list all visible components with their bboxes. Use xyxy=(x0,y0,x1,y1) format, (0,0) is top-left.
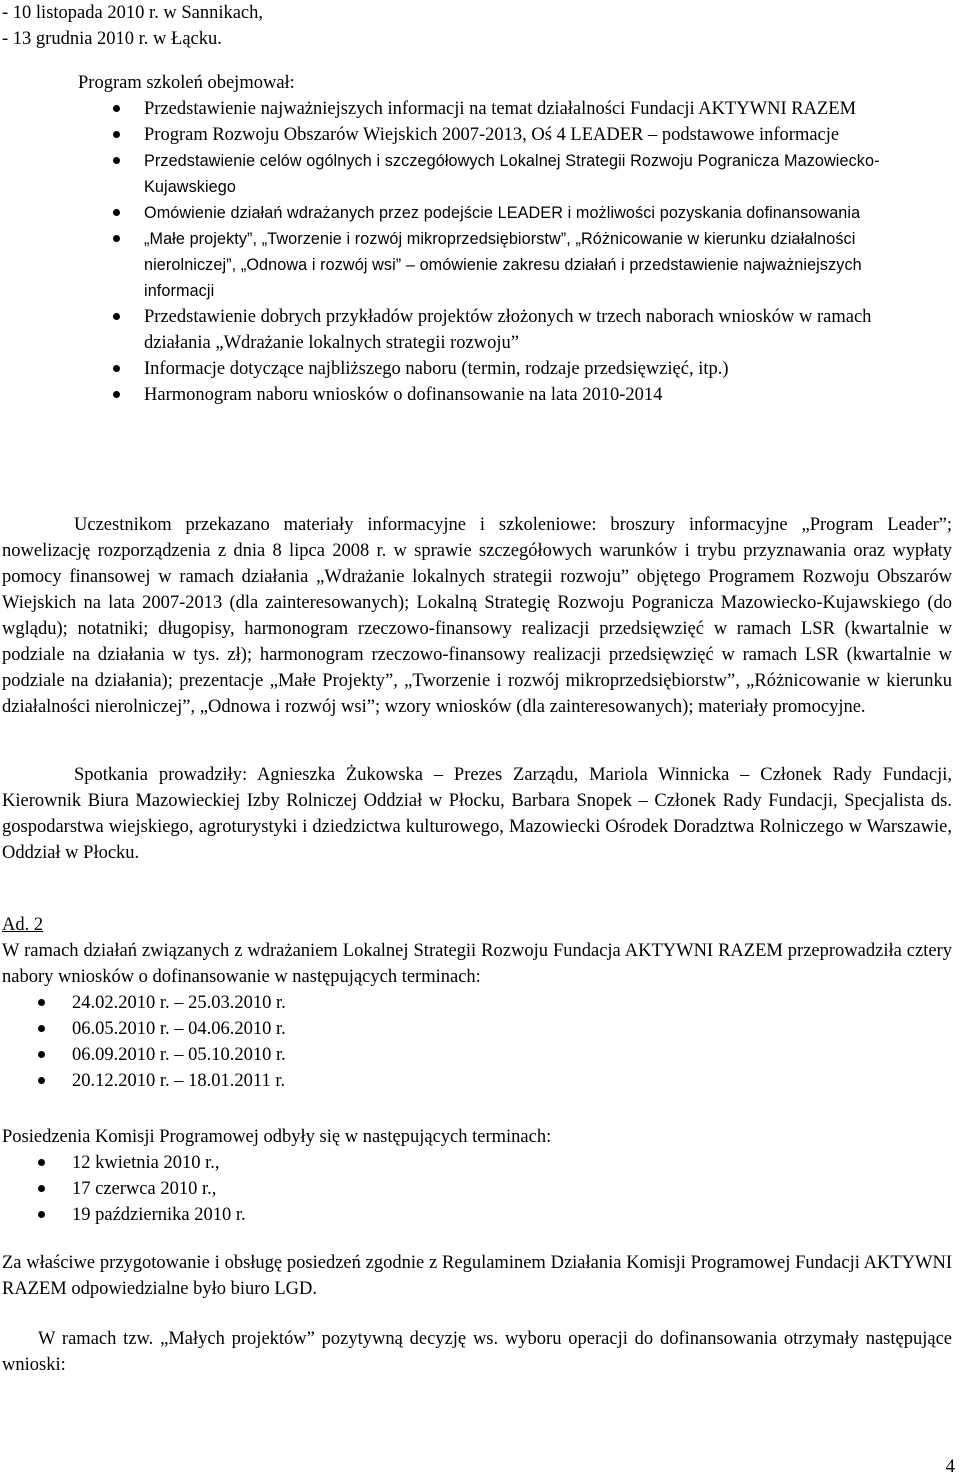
ad2-title: Ad. 2 xyxy=(2,915,44,935)
training-item: Przedstawienie celów ogólnych i szczegółowych Lokalnej Strategii Rozwoju Pogranicza Mazowiecko-Kujawskiego xyxy=(0,148,956,200)
materials-paragraph: Uczestnikom przekazano materiały informacyjne i szkoleniowe: broszury informacyjne „Program Leader”; nowelizację rozporządzenia z dnia 8 lipca 2008 r. w sprawie szczegółowych warunków i trybu przyznawania oraz wypłaty pomocy finansowej w ramach działania „Wdrażanie lokalnych strategii rozwoju” objętego Programem Rozwoju Obszarów Wiejskich na lata 2007-2013 (dla zainteresowanych); Lokalną Strategię Rozwoju Pogranicza Mazowiecko-Kujawskiego (do wglądu); notatniki; długopisy, harmonogram rzeczowo-finansowy realizacji przedsięwzięć w ramach LSR (kwartalnie w podziale na działania w tys. zł); harmonogram rzeczowo-finansowy realizacji przedsięwzięć w ramach LSR (kwartalnie w podziale na działania); prezentacje „Małe Projekty”, „Tworzenie i rozwój mikroprzedsiębiorstw”, „Różnicowanie w kierunku działalności nierolniczej”, „Odnowa i rozwój wsi”; wzory wniosków (dla zainteresowanych); materiały promocyjne. xyxy=(2,515,952,717)
call-period: 24.02.2010 r. – 25.03.2010 r. xyxy=(0,990,956,1016)
training-item: Przedstawienie dobrych przykładów projektów złożonych w trzech naborach wniosków w ramach działania „Wdrażanie lokalnych strategii rozwoju” xyxy=(0,304,956,356)
page-number: 4 xyxy=(945,1456,955,1477)
training-item: Harmonogram naboru wniosków o dofinansowanie na lata 2010-2014 xyxy=(0,382,956,408)
training-item: Program Rozwoju Obszarów Wiejskich 2007-2013, Oś 4 LEADER – podstawowe informacje xyxy=(0,122,956,148)
training-intro: Program szkoleń obejmował: xyxy=(78,73,295,93)
training-item: Informacje dotyczące najbliższego naboru (termin, rodzaje przedsięwzięć, itp.) xyxy=(0,356,956,382)
meetings-section xyxy=(0,1124,956,1228)
preparation-paragraph: Za właściwe przygotowanie i obsługę posiedzeń zgodnie z Regulaminem Działania Komisji Programowej Fundacji AKTYWNI RAZEM odpowiedzialne było biuro LGD. xyxy=(2,1253,952,1299)
meetings-intro: Posiedzenia Komisji Programowej odbyły się w następujących terminach: xyxy=(2,1127,552,1147)
ad2-intro: W ramach działań związanych z wdrażaniem Lokalnej Strategii Rozwoju Fundacja AKTYWNI RAZEM przeprowadziła cztery nabory wniosków o dofinansowanie w następujących terminach: xyxy=(2,941,952,987)
training-item: Omówienie działań wdrażanych przez podejście LEADER i możliwości pozyskania dofinansowania xyxy=(0,200,956,226)
training-item: „Małe projekty”, „Tworzenie i rozwój mikroprzedsiębiorstw”, „Różnicowanie w kierunku działalności nierolniczej”, „Odnowa i rozwój wsi” – omówienie zakresu działań i przedstawienie najważniejszych informacji xyxy=(0,226,956,304)
call-period: 06.09.2010 r. – 05.10.2010 r. xyxy=(0,1042,956,1068)
meetings-list xyxy=(0,1150,956,1228)
call-period: 06.05.2010 r. – 04.06.2010 r. xyxy=(0,1016,956,1042)
top-date-line: - 10 listopada 2010 r. w Sannikach, xyxy=(2,3,264,23)
training-list xyxy=(0,96,956,408)
training-item: Przedstawienie najważniejszych informacji na temat działalności Fundacji AKTYWNI RAZEM xyxy=(0,96,956,122)
calls-list xyxy=(0,990,956,1094)
call-period: 20.12.2010 r. – 18.01.2011 r. xyxy=(0,1068,956,1094)
meeting-date: 19 października 2010 r. xyxy=(0,1202,956,1228)
speakers-paragraph: Spotkania prowadziły: Agnieszka Żukowska – Prezes Zarządu, Mariola Winnicka – Członek Rady Fundacji, Kierownik Biura Mazowieckiej Izby Rolniczej Oddział w Płocku, Barbara Snopek – Członek Rady Fundacji, Specjalista ds. gospodarstwa wiejskiego, agroturystyki i dziedzictwa kulturowego, Mazowiecki Ośrodek Doradztwa Rolniczego w Warszawie, Oddział w Płocku. xyxy=(2,765,952,863)
small-projects-paragraph: W ramach tzw. „Małych projektów” pozytywną decyzję ws. wyboru operacji do dofinansowania otrzymały następujące wnioski: xyxy=(2,1329,952,1375)
training-section xyxy=(0,70,956,408)
meeting-date: 17 czerwca 2010 r., xyxy=(0,1176,956,1202)
top-date-line: - 13 grudnia 2010 r. w Łącku. xyxy=(2,29,222,49)
top-dates xyxy=(0,0,956,52)
ad2-section xyxy=(0,912,956,1094)
meeting-date: 12 kwietnia 2010 r., xyxy=(0,1150,956,1176)
